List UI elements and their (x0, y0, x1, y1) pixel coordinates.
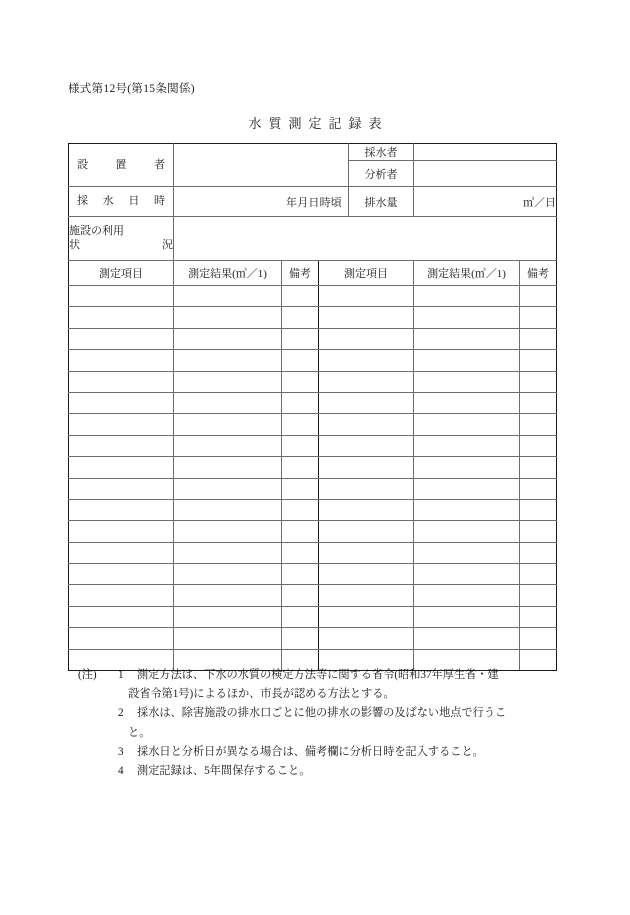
note-number-1: 1 (118, 669, 124, 681)
table-row (69, 585, 557, 606)
cell-remarks-b[interactable] (520, 414, 557, 435)
cell-item-b[interactable] (319, 478, 414, 499)
cell-remarks-a[interactable] (282, 435, 319, 456)
notes-heading: (注) (78, 669, 97, 681)
cell-result-a[interactable] (174, 542, 282, 563)
cell-result-b[interactable] (414, 606, 520, 627)
facility-usage-label-cell (69, 217, 174, 261)
table-row (69, 414, 557, 435)
note-item-3 (68, 743, 568, 762)
cell-item-a[interactable] (69, 328, 174, 349)
col-header-result-b: 測定結果(㎥／1) (414, 261, 520, 286)
col-header-result-a: 測定結果(㎥／1) (174, 261, 282, 286)
discharge-unit: ㎥／日 (523, 196, 557, 209)
cell-item-b[interactable] (319, 350, 414, 371)
table-row (69, 286, 557, 307)
col-header-item-b: 測定項目 (319, 261, 414, 286)
cell-remarks-a[interactable] (282, 542, 319, 563)
note-text-3: 採水日と分析日が異なる場合は、備考欄に分析日時を記入すること。 (137, 745, 484, 758)
table-row (69, 499, 557, 520)
cell-result-a[interactable] (174, 628, 282, 649)
cell-remarks-b[interactable] (520, 307, 557, 328)
cell-item-a[interactable] (69, 564, 174, 585)
cell-item-a[interactable] (69, 392, 174, 413)
cell-result-a[interactable] (174, 307, 282, 328)
cell-item-b[interactable] (319, 499, 414, 520)
analyst-value-cell[interactable] (414, 161, 557, 187)
cell-remarks-b[interactable] (520, 521, 557, 542)
cell-item-a[interactable] (69, 606, 174, 627)
cell-result-b[interactable] (414, 328, 520, 349)
cell-item-b[interactable] (319, 606, 414, 627)
cell-remarks-a[interactable] (282, 478, 319, 499)
record-table-wrapper (68, 143, 556, 671)
cell-result-b[interactable] (414, 414, 520, 435)
cell-result-b[interactable] (414, 585, 520, 606)
table-row (69, 328, 557, 349)
sampling-datetime-label-cell (69, 187, 174, 217)
cell-result-b[interactable] (414, 521, 520, 542)
col-header-item-a: 測定項目 (69, 261, 174, 286)
cell-result-b[interactable] (414, 435, 520, 456)
cell-remarks-a[interactable] (282, 286, 319, 307)
facility-usage-value-cell[interactable] (174, 217, 557, 261)
cell-remarks-a[interactable] (282, 606, 319, 627)
cell-remarks-b[interactable] (520, 478, 557, 499)
facility-usage-label-line2: 状 況 (69, 238, 173, 251)
table-row (69, 606, 557, 627)
cell-remarks-a[interactable] (282, 414, 319, 435)
cell-result-b[interactable] (414, 542, 520, 563)
cell-remarks-b[interactable] (520, 564, 557, 585)
cell-item-a[interactable] (69, 371, 174, 392)
table-row (69, 371, 557, 392)
cell-remarks-b[interactable] (520, 585, 557, 606)
cell-item-a[interactable] (69, 521, 174, 542)
sampling-datetime-input-cell[interactable] (174, 187, 349, 217)
cell-remarks-a[interactable] (282, 628, 319, 649)
cell-result-a[interactable] (174, 392, 282, 413)
cell-remarks-b[interactable] (520, 371, 557, 392)
cell-item-a[interactable] (69, 542, 174, 563)
cell-item-a[interactable] (69, 478, 174, 499)
cell-result-a[interactable] (174, 286, 282, 307)
sampler-label-cell: 採水者 (349, 144, 414, 161)
cell-result-b[interactable] (414, 478, 520, 499)
cell-item-b[interactable] (319, 286, 414, 307)
installer-value-cell[interactable] (174, 144, 349, 187)
page-title: 水質測定記録表 (248, 116, 389, 131)
year-label: 年 (286, 196, 298, 209)
cell-item-b[interactable] (319, 392, 414, 413)
row-facility-usage (69, 217, 557, 261)
note-text-4: 測定記録は、5年間保存すること。 (137, 765, 311, 778)
cell-result-a[interactable] (174, 521, 282, 542)
cell-remarks-a[interactable] (282, 457, 319, 478)
table-row (69, 478, 557, 499)
cell-item-a[interactable] (69, 286, 174, 307)
cell-result-b[interactable] (414, 286, 520, 307)
cell-result-a[interactable] (174, 328, 282, 349)
cell-result-b[interactable] (414, 564, 520, 585)
cell-item-b[interactable] (319, 542, 414, 563)
cell-result-a[interactable] (174, 564, 282, 585)
cell-result-a[interactable] (174, 414, 282, 435)
table-row (69, 392, 557, 413)
cell-item-b[interactable] (319, 307, 414, 328)
cell-remarks-a[interactable] (282, 371, 319, 392)
cell-result-a[interactable] (174, 499, 282, 520)
cell-item-a[interactable] (69, 414, 174, 435)
cell-item-b[interactable] (319, 521, 414, 542)
cell-remarks-b[interactable] (520, 499, 557, 520)
cell-remarks-b[interactable] (520, 435, 557, 456)
cell-item-a[interactable] (69, 585, 174, 606)
cell-remarks-b[interactable] (520, 628, 557, 649)
table-row (69, 457, 557, 478)
form-number: 様式第12号(第15条関係) (68, 83, 195, 95)
analyst-label-cell: 分析者 (349, 161, 414, 187)
cell-item-a[interactable] (69, 350, 174, 371)
cell-item-a[interactable] (69, 499, 174, 520)
cell-result-b[interactable] (414, 499, 520, 520)
notes-section (68, 666, 568, 781)
cell-remarks-b[interactable] (520, 350, 557, 371)
cell-result-b[interactable] (414, 350, 520, 371)
cell-item-a[interactable] (69, 307, 174, 328)
note-item-1 (68, 666, 568, 685)
cell-result-b[interactable] (414, 307, 520, 328)
discharge-value-cell[interactable] (414, 187, 557, 217)
note-number-4: 4 (118, 765, 124, 778)
row-installer-sampler (69, 144, 557, 161)
cell-result-a[interactable] (174, 606, 282, 627)
cell-item-b[interactable] (319, 628, 414, 649)
note-item-2 (68, 704, 568, 723)
cell-remarks-b[interactable] (520, 606, 557, 627)
note-text-1-cont: 設省令第1号)によるほか、市長が認める方法とする。 (128, 688, 395, 701)
cell-remarks-a[interactable] (282, 307, 319, 328)
cell-remarks-a[interactable] (282, 585, 319, 606)
table-row (69, 542, 557, 563)
cell-remarks-a[interactable] (282, 392, 319, 413)
cell-item-b[interactable] (319, 371, 414, 392)
table-row (69, 435, 557, 456)
cell-item-b[interactable] (319, 414, 414, 435)
table-row (69, 521, 557, 542)
note-text-2-cont: と。 (128, 726, 151, 739)
note-number-3: 3 (118, 745, 124, 758)
table-row (69, 564, 557, 585)
day-label: 日 (308, 196, 320, 209)
col-header-remarks-b: 備考 (520, 261, 557, 286)
cell-result-b[interactable] (414, 371, 520, 392)
cell-item-a[interactable] (69, 435, 174, 456)
cell-remarks-b[interactable] (520, 392, 557, 413)
row-sampling-datetime (69, 187, 557, 217)
cell-item-a[interactable] (69, 457, 174, 478)
cell-item-b[interactable] (319, 328, 414, 349)
sampler-value-cell[interactable] (414, 144, 557, 161)
note-number-2: 2 (118, 707, 124, 720)
cell-result-a[interactable] (174, 457, 282, 478)
cell-result-a[interactable] (174, 371, 282, 392)
col-header-remarks-a: 備考 (282, 261, 319, 286)
cell-remarks-a[interactable] (282, 499, 319, 520)
cell-item-b[interactable] (319, 435, 414, 456)
cell-result-b[interactable] (414, 628, 520, 649)
table-row (69, 350, 557, 371)
cell-item-b[interactable] (319, 585, 414, 606)
measurement-header-row (69, 261, 557, 286)
table-row (69, 307, 557, 328)
cell-remarks-b[interactable] (520, 457, 557, 478)
note-item-4 (68, 762, 568, 781)
month-label: 月 (297, 196, 309, 209)
cell-result-b[interactable] (414, 392, 520, 413)
cell-item-b[interactable] (319, 457, 414, 478)
cell-result-a[interactable] (174, 585, 282, 606)
cell-remarks-a[interactable] (282, 521, 319, 542)
note-text-2: 採水は、除害施設の排水口ごとに他の排水の影響の及ばない地点で行うこ (137, 707, 507, 720)
time-label: 時頃 (319, 196, 343, 209)
cell-remarks-a[interactable] (282, 564, 319, 585)
cell-remarks-b[interactable] (520, 542, 557, 563)
table-row (69, 628, 557, 649)
cell-item-b[interactable] (319, 564, 414, 585)
cell-result-b[interactable] (414, 457, 520, 478)
water-quality-record-table (68, 143, 557, 671)
cell-item-a[interactable] (69, 628, 174, 649)
discharge-label-cell: 排水量 (349, 187, 414, 217)
cell-result-a[interactable] (174, 435, 282, 456)
cell-remarks-b[interactable] (520, 286, 557, 307)
installer-label: 設 置 者 (77, 158, 165, 171)
cell-remarks-b[interactable] (520, 328, 557, 349)
note-text-1: 測定方法は、下水の水質の検定方法等に関する省令(昭和37年厚生省・建 (137, 669, 499, 681)
cell-result-a[interactable] (174, 350, 282, 371)
facility-usage-label-line1: 施設の利用 (69, 224, 124, 237)
cell-remarks-a[interactable] (282, 350, 319, 371)
cell-result-a[interactable] (174, 478, 282, 499)
cell-remarks-a[interactable] (282, 328, 319, 349)
sampling-datetime-label: 採 水 日 時 (77, 195, 165, 208)
installer-label-cell (69, 144, 174, 187)
